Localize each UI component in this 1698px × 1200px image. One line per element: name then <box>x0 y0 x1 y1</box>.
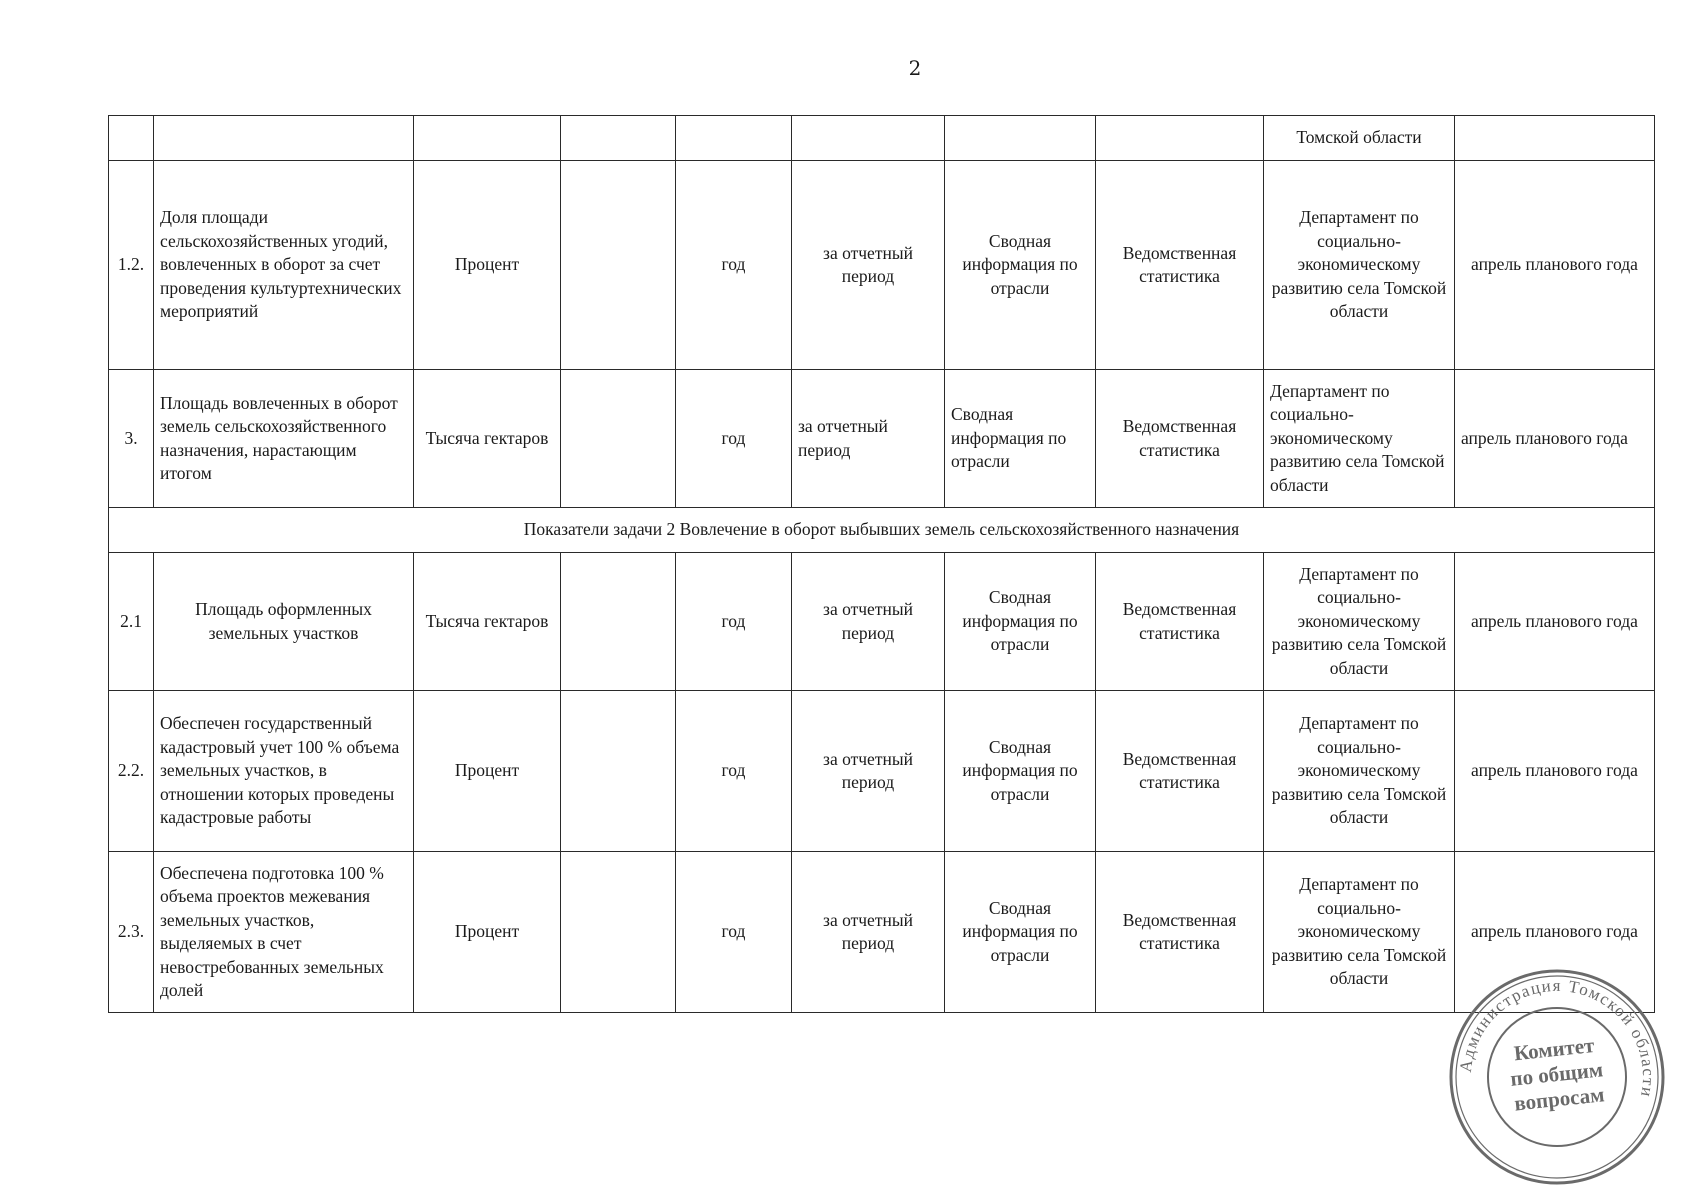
cell-blank <box>561 161 676 370</box>
cell-deadline: апрель планового года <box>1455 370 1655 508</box>
table-row <box>109 116 1655 161</box>
cell-empty <box>1096 116 1264 161</box>
cell-indicator-name: Обеспечен государственный кадастровый учет 100 % объема земельных участков, в отношении которых проведены кадастровые работы <box>154 691 414 852</box>
cell-empty <box>561 116 676 161</box>
table-row <box>109 553 1655 691</box>
cell-blank <box>561 691 676 852</box>
page-number: 2 <box>908 56 922 80</box>
cell-source: Сводная информация по отрасли <box>945 691 1096 852</box>
cell-responsible: Департамент по социально-экономическому развитию села Томской области <box>1264 553 1455 691</box>
stamp-line-2: по общим <box>1509 1057 1605 1091</box>
cell-responsible: Томской области <box>1264 116 1455 161</box>
table-row <box>109 852 1655 1013</box>
cell-periodicity: год <box>676 852 792 1013</box>
cell-method: Ведомственная статистика <box>1096 553 1264 691</box>
cell-period: за отчетный период <box>792 161 945 370</box>
cell-num: 3. <box>109 370 154 508</box>
cell-unit: Процент <box>414 161 561 370</box>
cell-period: за отчетный период <box>792 691 945 852</box>
section-heading: Показатели задачи 2 Вовлечение в оборот выбывших земель сельскохозяйственного назначения <box>109 508 1655 553</box>
cell-unit: Процент <box>414 852 561 1013</box>
cell-deadline: апрель планового года <box>1455 691 1655 852</box>
cell-period: за отчетный период <box>792 852 945 1013</box>
cell-method: Ведомственная статистика <box>1096 852 1264 1013</box>
cell-num: 2.2. <box>109 691 154 852</box>
table-row <box>109 691 1655 852</box>
cell-source: Сводная информация по отрасли <box>945 161 1096 370</box>
cell-indicator-name: Обеспечена подготовка 100 % объема проектов межевания земельных участков, выделяемых в счет невостребованных земельных долей <box>154 852 414 1013</box>
cell-periodicity: год <box>676 553 792 691</box>
cell-empty <box>792 116 945 161</box>
cell-periodicity: год <box>676 161 792 370</box>
section-row <box>109 508 1655 553</box>
cell-empty <box>1455 116 1655 161</box>
cell-blank <box>561 852 676 1013</box>
cell-num: 1.2. <box>109 161 154 370</box>
cell-deadline: апрель планового года <box>1455 852 1655 1013</box>
cell-indicator-name: Доля площади сельскохозяйственных угодий, вовлеченных в оборот за счет проведения культуртехнических мероприятий <box>154 161 414 370</box>
cell-empty <box>676 116 792 161</box>
cell-method: Ведомственная статистика <box>1096 161 1264 370</box>
cell-unit: Тысяча гектаров <box>414 370 561 508</box>
cell-periodicity: год <box>676 370 792 508</box>
cell-empty <box>109 116 154 161</box>
cell-indicator-name: Площадь вовлеченных в оборот земель сельскохозяйственного назначения, нарастающим итогом <box>154 370 414 508</box>
cell-responsible: Департамент по социально-экономическому развитию села Томской области <box>1264 161 1455 370</box>
cell-responsible: Департамент по социально-экономическому развитию села Томской области <box>1264 852 1455 1013</box>
cell-empty <box>154 116 414 161</box>
cell-responsible: Департамент по социально-экономическому развитию села Томской области <box>1264 370 1455 508</box>
stamp-line-3: вопросам <box>1513 1082 1606 1116</box>
cell-empty <box>945 116 1096 161</box>
cell-deadline: апрель планового года <box>1455 161 1655 370</box>
cell-unit: Процент <box>414 691 561 852</box>
table-row <box>109 370 1655 508</box>
stamp-line-1: Комитет <box>1512 1033 1596 1066</box>
cell-deadline: апрель планового года <box>1455 553 1655 691</box>
cell-period: за отчетный период <box>792 370 945 508</box>
table-row <box>109 161 1655 370</box>
cell-responsible: Департамент по социально-экономическому развитию села Томской области <box>1264 691 1455 852</box>
cell-source: Сводная информация по отрасли <box>945 553 1096 691</box>
indicators-table <box>108 115 1655 1013</box>
cell-num: 2.3. <box>109 852 154 1013</box>
cell-source: Сводная информация по отрасли <box>945 370 1096 508</box>
cell-empty <box>414 116 561 161</box>
cell-method: Ведомственная статистика <box>1096 370 1264 508</box>
cell-periodicity: год <box>676 691 792 852</box>
cell-method: Ведомственная статистика <box>1096 691 1264 852</box>
cell-blank <box>561 370 676 508</box>
cell-blank <box>561 553 676 691</box>
official-stamp <box>1446 966 1668 1188</box>
stamp-ring-text: Администрация Томской области <box>1455 975 1659 1100</box>
cell-num: 2.1 <box>109 553 154 691</box>
cell-unit: Тысяча гектаров <box>414 553 561 691</box>
cell-period: за отчетный период <box>792 553 945 691</box>
cell-source: Сводная информация по отрасли <box>945 852 1096 1013</box>
cell-indicator-name: Площадь оформленных земельных участков <box>154 553 414 691</box>
